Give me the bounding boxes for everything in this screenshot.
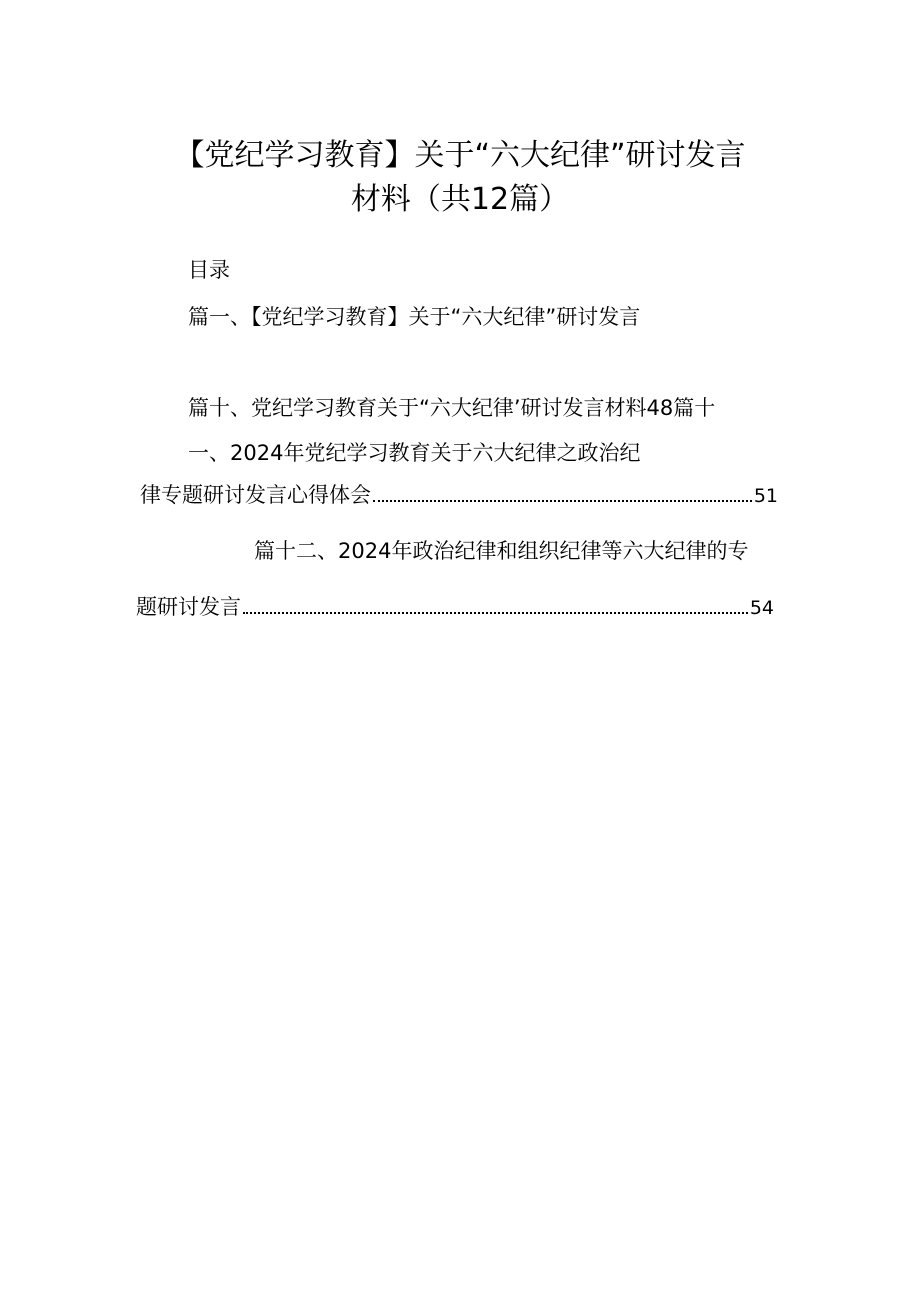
toc-entry-12-line-2[interactable] <box>136 592 774 623</box>
toc-entry-12-line-1[interactable]: 篇十二、2024年政治纪律和组织纪律等六大纪律的专 <box>254 539 749 563</box>
document-title-line-2: 材料（共12篇） <box>350 182 570 217</box>
toc-entry-10[interactable]: 篇十、党纪学习教育关于“六大纪律’研讨发言材料48篇十 <box>188 396 716 420</box>
toc-entry-11-page: 51 <box>753 485 778 507</box>
toc-entry-12-text: 题研讨发言 <box>136 595 241 619</box>
toc-entry-11-text: 律专题研讨发言心得体会 <box>140 483 371 507</box>
toc-entry-11-line-3[interactable] <box>140 480 778 511</box>
dot-leader <box>243 612 748 614</box>
toc-entry-1[interactable]: 篇一、【党纪学习教育】关于“六大纪律”研讨发言 <box>188 305 641 329</box>
toc-entry-12-page: 54 <box>749 597 774 619</box>
toc-entry-11-line-2[interactable]: 一、2024年党纪学习教育关于六大纪律之政治纪 <box>188 441 641 465</box>
toc-heading: 目录 <box>188 258 230 282</box>
document-title-line-1: 【党纪学习教育】关于“六大纪律”研讨发言 <box>174 138 746 173</box>
dot-leader <box>373 500 752 502</box>
